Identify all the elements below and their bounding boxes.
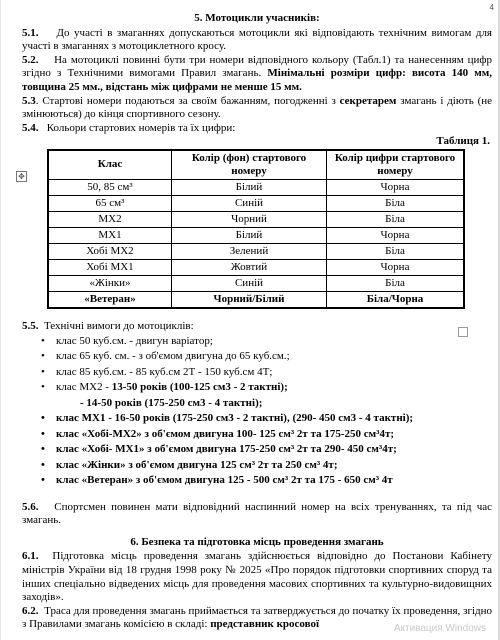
table-cell: Зелений (172, 243, 327, 259)
list-item (56, 380, 492, 396)
table-cell: Білий (172, 179, 327, 195)
table-header: Колір цифри стартового номеру (327, 150, 465, 180)
para-number: 6.1. (22, 550, 39, 563)
page-left-edge (0, 0, 1, 640)
list-item: • клас «Ветеран» з об'ємом двигуна 125 - 500 см³ 2т та 175 - 650 см³ 4т (56, 473, 492, 489)
para-5-3 (22, 95, 492, 122)
table-cell: MX2 (48, 211, 172, 227)
para-6-1 (22, 550, 492, 604)
para-5-6 (22, 501, 492, 528)
table-cell: Біла (327, 275, 465, 291)
list-item: • клас «Хобі-MX2» з об'ємом двигуна 100- 125 см³ 2т та 175-250 см³4т; (56, 427, 492, 443)
table-cell: Біла/Чорна (327, 291, 465, 308)
para-text: . Стартові номери подаються за своїм бажанням, погодженні з (35, 94, 336, 107)
para-text: Підготовка місць проведення змагань здійснюється відповідно до Постанови Кабінету міністрів України від 18 грудня 1998 року № 2025 «Про порядок підготовки спортивних споруд та інших спеціально відведених місць для проведення масових спортивних та культурно-видовищних заходів». (22, 550, 492, 604)
table-cell: Біла (327, 195, 465, 211)
table-caption: Таблиця 1. (436, 135, 490, 148)
para-bold-text: представник кросової (210, 618, 320, 631)
table-cell: Синій (172, 275, 327, 291)
para-number: 5.5. (22, 319, 39, 332)
table-cell: «Жінки» (48, 275, 172, 291)
para-number: 5.1. (22, 26, 39, 39)
para-text: До участі в змаганнях допускаються мотоцикли які відповідають технічним вимогам для участі в змаганнях з мотоциклетного кросу. (22, 26, 492, 53)
para-text: Технічні вимоги до мотоциклів: (44, 319, 194, 332)
para-text: Спортсмен повинен мати відповідний наспинний номер на всіх тренуваннях, та під час змагань. (22, 500, 493, 527)
table-cell: MX1 (48, 227, 172, 243)
table-row (48, 195, 464, 211)
list-item: • клас 85 куб.см. - 85 куб.см 2Т - 150 куб.см 4Т; (56, 365, 492, 381)
table-cell: Біла (327, 243, 465, 259)
para-number: 5.2. (22, 53, 39, 66)
table-cell: Чорна (327, 259, 465, 275)
table-row (48, 275, 464, 291)
para-number: 5.4. (22, 121, 39, 134)
para-text: На мотоциклі повинні бути три номери відповідного кольору (Табл.1) та нанесенням цифр згідно з Технічними вимогами Правил змагань. (22, 53, 492, 80)
tech-requirements-bold-list (22, 411, 492, 489)
table-cell: Синій (172, 195, 327, 211)
table-row (48, 259, 464, 275)
table-cell: Чорний/Білий (172, 291, 327, 308)
table-cell: Чорний (172, 211, 327, 227)
table-cell: Жовтий (172, 259, 327, 275)
table-row (48, 291, 464, 308)
table-cell: 65 см³ (48, 195, 172, 211)
table-cell: «Ветеран» (48, 291, 172, 308)
list-item: • клас «Жінки» з об'ємом двигуна 125 см³ 2т та 250 см³ 4т; (56, 458, 492, 474)
section5-title: 5. Мотоцикли учасників: (194, 12, 320, 24)
list-item: • клас 65 куб. см. - з об'ємом двигуна до 65 куб.см.; (56, 349, 492, 365)
table-cell: Чорна (327, 227, 465, 243)
table-row (48, 211, 464, 227)
section6-title: 6. Безпека та підготовка місць проведення змагань (130, 535, 384, 548)
table-row (48, 179, 464, 195)
para-5-2 (22, 54, 492, 95)
page-number: 4 (489, 3, 494, 12)
para-text: Кольори стартових номерів та їх цифри: (46, 121, 236, 134)
table-row (48, 243, 464, 259)
para-number: 5.3 (22, 94, 36, 107)
activation-watermark: Активация Windows (393, 623, 486, 634)
table-cell: Хобі MX2 (48, 243, 172, 259)
para-number: 6.2. (22, 604, 39, 617)
table-header: Клас (48, 150, 172, 180)
table-header: Колір (фон) стартового номеру (172, 150, 327, 180)
list-item: • клас 50 куб.см. - двигун варіатор; (56, 334, 492, 350)
table-cell: 50, 85 см³ (48, 179, 172, 195)
para-bold-text: Мінімальні розміри цифр: висота 140 мм, товщина 25 мм., відстань між цифрами не менше 15 мм. (22, 67, 493, 93)
para-5-4 (22, 122, 492, 136)
table-cell: Чорна (327, 179, 465, 195)
list-item-continuation (22, 396, 492, 412)
para-text: змагань і діють (не змінюються) до кінця спортивного сезону. (22, 94, 493, 121)
list-item: • клас «Хобі- MX1» з об'ємом двигуна 175-250 см³ 2т та 290- 450 см³4т; (56, 442, 492, 458)
table-cell: Білий (172, 227, 327, 243)
para-5-1 (22, 27, 492, 54)
list-item-bold-text: - 14-50 років (175-250 см3 - 4 тактні); (80, 396, 263, 409)
para-5-5 (22, 320, 492, 334)
table-row (48, 227, 464, 243)
table-cell: Біла (327, 211, 465, 227)
tech-requirements-list (22, 334, 492, 396)
number-colors-table (47, 149, 465, 309)
list-item-text: клас MX2 - (56, 381, 109, 394)
para-bold-text: секретарем (339, 94, 397, 107)
table-cell: Хобі MX1 (48, 259, 172, 275)
table-header-row (48, 150, 464, 180)
para-text: Траса для проведення змагань приймається та затверджується до початку їх проведення, згідно з Правилами змагань комісією в складі: (22, 604, 492, 631)
list-item: • клас MX1 - 16-50 років (175-250 см3 - 2 тактні), (290- 450 см3 - 4 тактні); (56, 411, 492, 427)
table-move-handle-icon[interactable]: ✥ (16, 171, 27, 182)
para-number: 5.6. (22, 500, 39, 513)
list-item-bold-text: 13-50 років (100-125 см3 - 2 тактні); (111, 381, 288, 394)
document-body (22, 12, 492, 632)
